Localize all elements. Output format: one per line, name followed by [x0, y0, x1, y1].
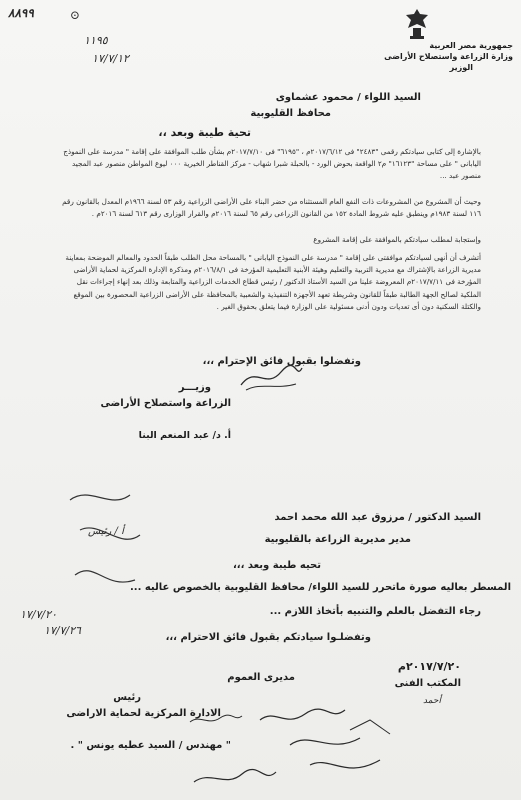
letter2-date: ٢٠١٧/٧/٢٠م	[397, 660, 461, 673]
letter2-body-line2: رجاء التفضل بالعلم والتنبيه بأتخاذ اللازم ...	[269, 606, 481, 617]
minister-signature-icon	[236, 360, 306, 394]
signer-title-minister: وزيـــر	[178, 382, 211, 393]
handwritten-date: ١٧/٧/١٢	[92, 52, 129, 65]
letter1-addressee-title: محافظ القليوبية	[250, 108, 331, 119]
letter1-greeting: تحية طيبة وبعد ،،	[158, 126, 251, 139]
letter1-addressee: السيد اللواء / محمود عشماوى	[275, 92, 421, 103]
ministry-line-minister: الوزير	[449, 63, 473, 72]
letter2-addressee: السيد الدكتور / مرزوق عبد الله محمد احمد	[274, 512, 481, 523]
stamp-mark: ⊙	[70, 8, 81, 22]
handwritten-reference: ١١٩٥	[84, 34, 108, 47]
letter2-greeting: تحيه طيبة وبعد ،،،	[233, 560, 321, 571]
letter2-closing: وتفضلـوا سيادتكم بقبول فائق الاحترام ،،،	[165, 632, 371, 643]
tech-office-signature: أحمد	[423, 696, 441, 706]
margin-note-date-1: ١٧/٧/٢٠	[20, 608, 57, 621]
letter1-paragraph-4: أتشرف أن أنهى لسيادتكم موافقتى على إقامة " مدرسة على النموذج اليابانى " بالمساحة محل الطلب طبقاً الحدود والمعالم الموضحة بمعاينة مديرية الزراعة بالإشتراك مع مديرية التربية والتعليم وهيئة الأبنية التعليمية المؤرخة فى ٢٠١٦/٨/١م ومذكرة الإدارة المركزية لحماية الأراضى المؤرخة فى ٢٠١٧/٧/١١م المعروضة علينا من السيد الأستاذ الدكتور / رئيس قطاع الخدمات الزراعية والمتابعة وذلك بعد إنهاء إجراءات نقل الملكية لصالح الجهة الطالبة طبقاً للقانون وشريطة تعهد الأجهزة التنفيذية والشعبية بالمحافظة على الأراضى الزراعية المحصورة بين الموقع والكتلة السكنية دون أى تعديات ودون أدنى مسئولية على الوزارة فيما يتعلق بحقوق الغير .	[65, 253, 481, 311]
signer-name: أ. د/ عبد المنعم البنا	[138, 430, 231, 441]
handwritten-margin-scribble-icon	[60, 480, 160, 620]
head-title: رئيس	[113, 692, 141, 703]
incoming-stamp-number: ٨٨٩٩	[8, 6, 34, 20]
small-signature-icon	[186, 710, 246, 730]
signer-title-ministry: الزراعة واستصلاح الأراضى	[100, 398, 231, 409]
letter2-body-line1: المسطر بعاليه صورة ماتحرر للسيد اللواء/ محافظ القليوبية بالخصوص عاليه ...	[129, 582, 511, 593]
ministry-header	[353, 40, 513, 73]
bottom-scribble-icon	[190, 764, 280, 794]
letter2-addressee-title: مدير مديرية الزراعة بالقليوبية	[264, 534, 411, 545]
tech-office-label: المكتب الفنى	[394, 678, 461, 689]
ministry-line-country: جمهورية مصر العربية	[429, 41, 513, 50]
head-name: " مهندس / السيد عطيه يونس " .	[70, 740, 231, 751]
ministry-line-name: وزارة الزراعة واستصلاح الأراضى	[384, 52, 513, 61]
eagle-emblem-icon	[402, 6, 432, 40]
margin-note-head: أ / رئيس	[88, 526, 124, 537]
head-organization: الادارة المركزية لحماية الاراضى	[66, 708, 221, 719]
general-managers-label: مديرى العموم	[227, 672, 295, 683]
letter1-paragraph-3: وإستجابة لمطلب سيادتكم بالموافقة على إقامة المشروع	[313, 235, 481, 244]
letter1-closing: وتفضلوا بقبول فائق الإحترام ،،،	[202, 356, 361, 367]
letter1-paragraph-2: وحيث أن المشروع من المشروعات ذات النفع العام المستثناه من حضر البناء على الأراضى الزراعية رقم ٥٣ لسنة ١٩٦٦م المعدل بالقانون رقم ١١٦ لسنة ١٩٨٣م وينطبق عليه شروط المادة ١٥٢ من القانون الزراعى رقم ٦٥ لسنة ٢٠١٦م والقرار الوزارى رقم ٦١٣ لسنة ٢٠١٦م .	[62, 197, 481, 219]
letter1-paragraph-1: بالإشارة إلى كتابى سيادتكم رقمى "٢٤٨٣" فى ٢٠١٧/٦/١٢م ، "٦١٩٥" فى ٢٠١٧/٧/١٠م بشأن طلب الموافقة على إقامة " مدرسة على النموذج اليابانى " على مساحة "١٦١٢٣" م٢ الواقعة بحوض الورد - بالحبلة شبرا شهاب - مركز القناطر الخيرية ٠٠٠ ليوع المواطن منصور عبد المجيد منصور عبد ...	[63, 147, 481, 181]
margin-note-date-2: ١٧/٧/٢٦	[44, 624, 81, 637]
